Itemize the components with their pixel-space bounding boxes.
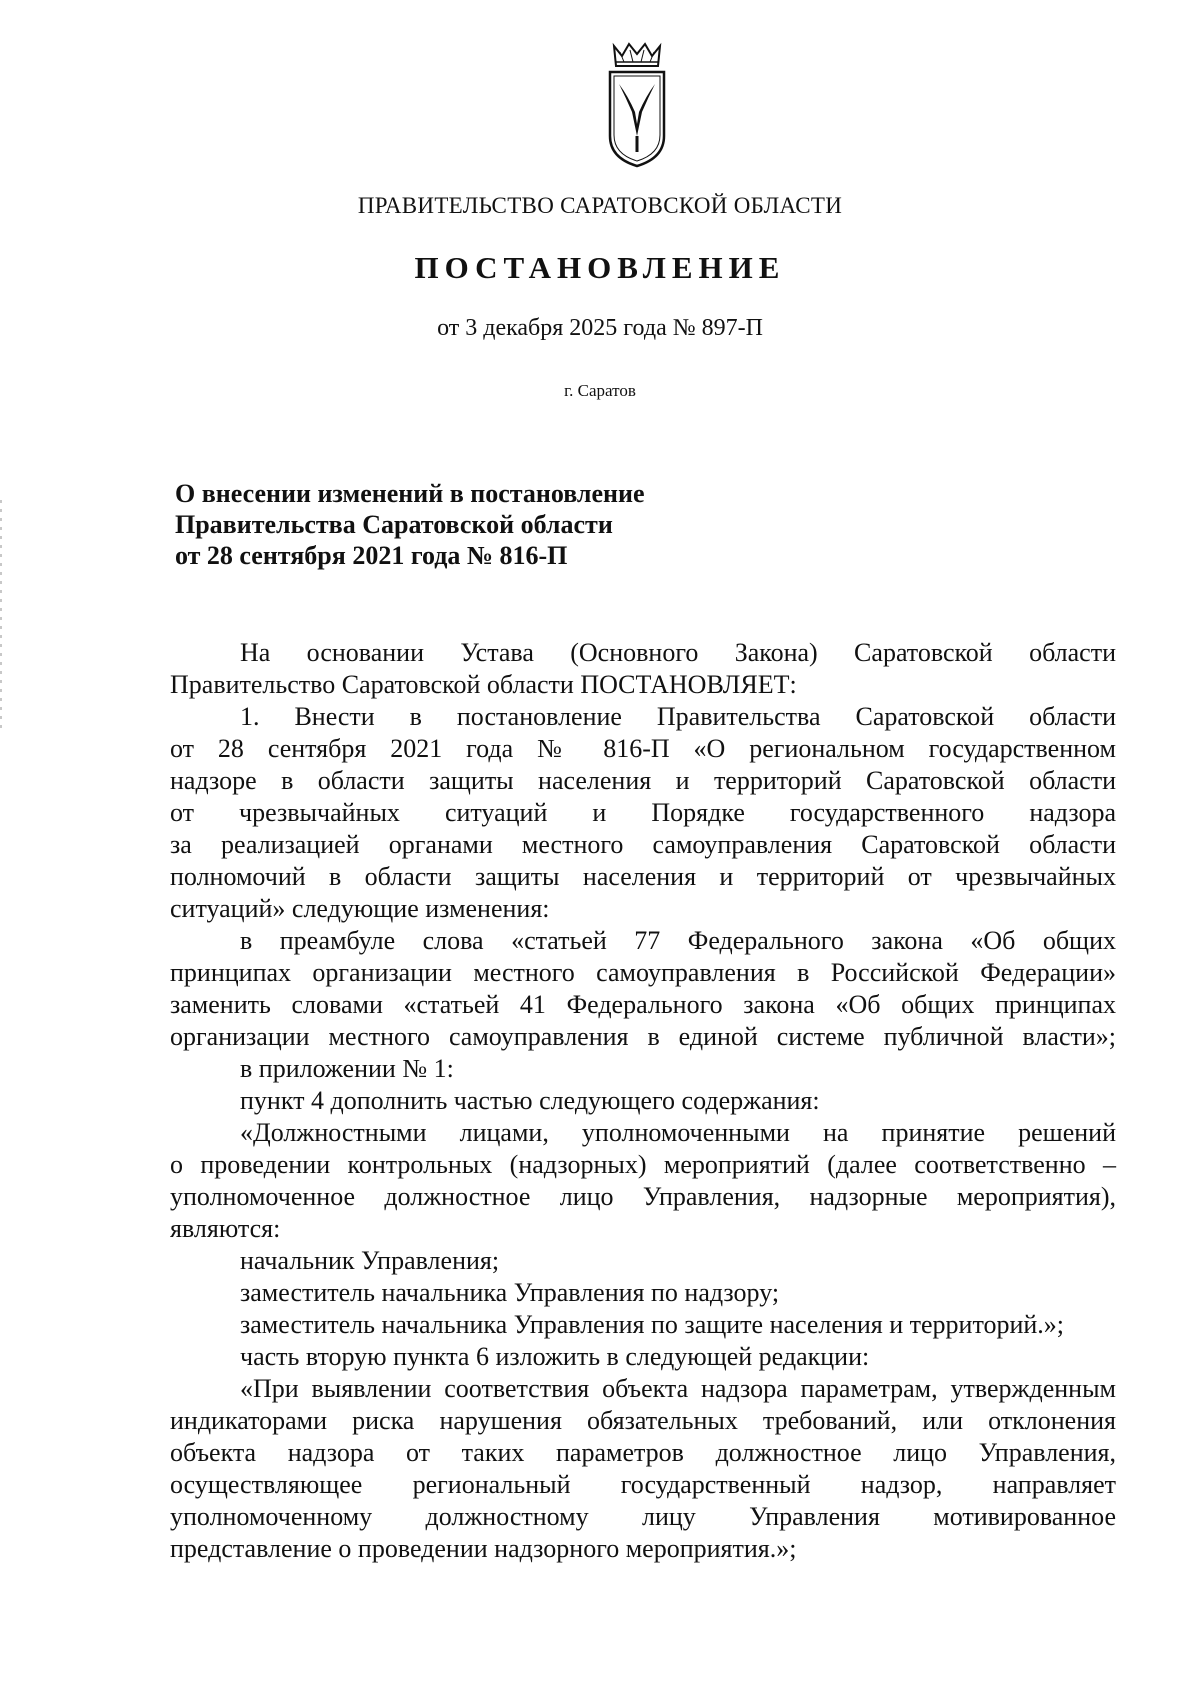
document-type-heading: ПОСТАНОВЛЕНИЕ — [414, 250, 786, 285]
paragraph-line: от чрезвычайных ситуаций и Порядке государственного надзора — [170, 798, 1116, 827]
paragraph-line: заменить словами «статьей 41 Федерального закона «Об общих принципах — [170, 990, 1116, 1019]
paragraph-line: На основании Устава (Основного Закона) Саратовской области — [240, 638, 1116, 667]
paragraph-line: ситуаций» следующие изменения: — [170, 894, 550, 923]
paragraph-line: начальник Управления; — [240, 1246, 500, 1275]
paragraph-line: уполномоченному должностному лицу Управления мотивированное — [170, 1502, 1116, 1531]
document-city: г. Саратов — [564, 381, 636, 400]
paragraph-line: за реализацией органами местного самоуправления Саратовской области — [170, 830, 1116, 859]
document-body — [170, 637, 1116, 1565]
subject-line: Правительства Саратовской области — [175, 510, 613, 539]
paragraph-line: в преамбуле слова «статьей 77 Федерального закона «Об общих — [240, 926, 1116, 955]
subject-line: от 28 сентября 2021 года № 816-П — [175, 541, 568, 570]
paragraph-line: Правительство Саратовской области ПОСТАНОВЛЯЕТ: — [170, 670, 797, 699]
paragraph-line: организации местного самоуправления в единой системе публичной власти»; — [170, 1022, 1116, 1051]
paragraph-line: принципах организации местного самоуправления в Российской Федерации» — [170, 958, 1116, 987]
subject-line: О внесении изменений в постановление — [175, 479, 645, 508]
paragraph-line: представление о проведении надзорного мероприятия.»; — [170, 1534, 797, 1563]
document-date-number: от 3 декабря 2025 года № 897-П — [437, 315, 763, 341]
paragraph-line: объекта надзора от таких параметров должностное лицо Управления, — [170, 1438, 1116, 1467]
paragraph-line: заместитель начальника Управления по надзору; — [240, 1278, 780, 1307]
paragraph-line: индикаторами риска нарушения обязательных требований, или отклонения — [170, 1406, 1116, 1435]
paragraph-line: являются: — [170, 1214, 281, 1243]
paragraph-line: «При выявлении соответствия объекта надзора параметрам, утвержденным — [240, 1374, 1116, 1403]
paragraph-line: осуществляющее региональный государственный надзор, направляет — [170, 1470, 1116, 1499]
paragraph-line: пункт 4 дополнить частью следующего содержания: — [240, 1086, 820, 1115]
paragraph-line: о проведении контрольных (надзорных) мероприятий (далее соответственно – — [170, 1150, 1116, 1179]
coat-of-arms-icon — [600, 40, 674, 168]
government-title: ПРАВИТЕЛЬСТВО САРАТОВСКОЙ ОБЛАСТИ — [357, 193, 843, 218]
paragraph-line: «Должностными лицами, уполномоченными на принятие решений — [240, 1118, 1116, 1147]
paragraph-line: надзоре в области защиты населения и территорий Саратовской области — [170, 766, 1116, 795]
scan-margin-artifact — [0, 500, 2, 730]
paragraph-line: уполномоченное должностное лицо Управления, надзорные мероприятия), — [170, 1182, 1116, 1211]
paragraph-line: 1. Внести в постановление Правительства Саратовской области — [240, 702, 1116, 731]
paragraph-line: часть вторую пункта 6 изложить в следующей редакции: — [240, 1342, 870, 1371]
document-subject — [175, 478, 895, 571]
paragraph-line: в приложении № 1: — [240, 1054, 454, 1083]
paragraph-line: от 28 сентября 2021 года № 816-П «О региональном государственном — [170, 734, 1116, 763]
paragraph-line: полномочий в области защиты населения и территорий от чрезвычайных — [170, 862, 1116, 891]
paragraph-line: заместитель начальника Управления по защите населения и территорий.»; — [240, 1310, 1065, 1339]
